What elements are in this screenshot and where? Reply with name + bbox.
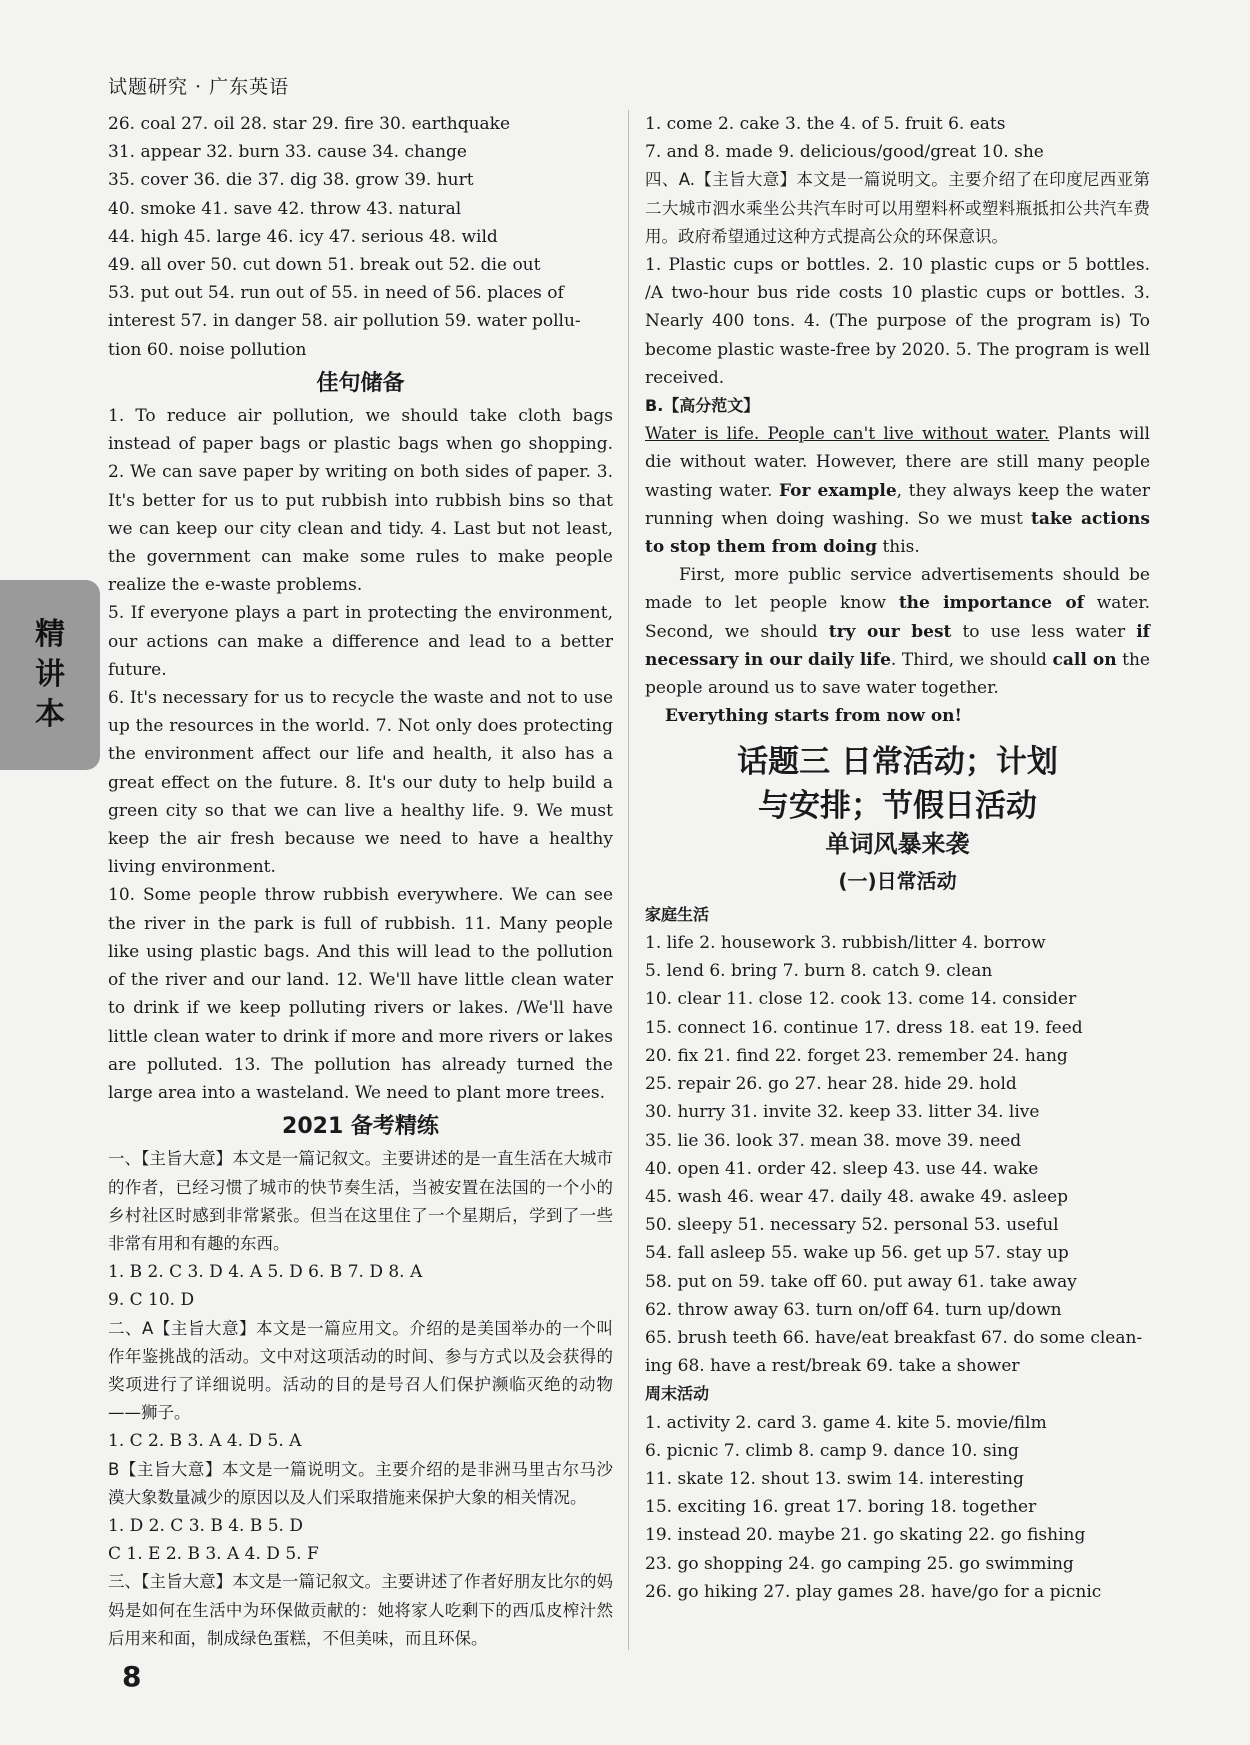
left-column [108, 110, 613, 1653]
daily-activities-title: (一)日常活动 [838, 868, 957, 893]
essay-highlight: if necessary in our daily life [645, 621, 1150, 670]
answer-line: 9. C 10. D [108, 1290, 195, 1311]
right-column [645, 110, 1150, 1606]
model-essay-label: B.【高分范文】 [645, 396, 760, 416]
essay-text: . Third, we should [890, 649, 1053, 670]
sentences-paragraph: 5. If everyone plays a part in protecting the environment, our actions can make a difference and lead to a better future. [108, 603, 613, 680]
vocab-line: 53. put out 54. run out of 55. in need of 56. places of [108, 283, 564, 304]
vocab-line: 65. brush teeth 66. have/eat breakfast 67. do some clean- [645, 1327, 1143, 1348]
essay-text: the people around us to save water together. [645, 649, 1150, 699]
essay-paragraph [645, 420, 1150, 561]
sentences-paragraph: 6. It's necessary for us to recycle the waste and not to use up the resources in the world. 7. Not only does protecting the environment affect our life and health, it also has a great effect on the future. 8. It's our duty to help build a green city so that we can live a healthy life. 9. We must keep the air fresh because we need to have a healthy living environment. [108, 688, 613, 878]
summary-paragraph: 二、A【主旨大意】本文是一篇应用文。介绍的是美国举办的一个叫作年鉴挑战的活动。文中对这项活动的时间、参与方式以及会获得的奖项进行了详细说明。活动的目的是号召人们保护濒临灭绝的动物——狮子。 [108, 1318, 613, 1423]
vocab-line: 35. lie 36. look 37. mean 38. move 39. need [645, 1130, 1022, 1151]
vocab-line: interest 57. in danger 58. air pollution 59. water pollu- [108, 311, 581, 332]
summary-paragraph: 四、A.【主旨大意】本文是一篇说明文。主要介绍了在印度尼西亚第二大城市泗水乘坐公共汽车时可以用塑料杯或塑料瓶抵扣公共汽车费用。政府希望通过这种方式提高公众的环保意识。 [645, 170, 1150, 246]
running-header: 试题研究 · 广东英语 [108, 76, 290, 98]
vocab-line: 40. open 41. order 42. sleep 43. use 44. wake [645, 1158, 1039, 1179]
side-tab [0, 580, 100, 770]
answer-line: 1. C 2. B 3. A 4. D 5. A [108, 1431, 302, 1452]
summary-paragraph: B【主旨大意】本文是一篇说明文。主要介绍的是非洲马里古尔马沙漠大象数量减少的原因以及人们采取措施来保护大象的相关情况。 [108, 1459, 613, 1507]
side-tab-char: 精 [35, 617, 65, 652]
summary-paragraph: 三、【主旨大意】本文是一篇记叙文。主要讲述了作者好朋友比尔的妈妈是如何在生活中为环保做贡献的：她将家人吃剩下的西瓜皮榨汁然后用来和面，制成绿色蛋糕，不但美味，而且环保。 [108, 1572, 613, 1648]
answer-line: 1. D 2. C 3. B 4. B 5. D [108, 1515, 303, 1536]
section-title-sentences: 佳句储备 [316, 370, 405, 396]
vocab-line: 11. skate 12. shout 13. swim 14. interesting [645, 1468, 1024, 1489]
vocab-line: 19. instead 20. maybe 21. go skating 22. go fishing [645, 1525, 1086, 1546]
sentences-paragraph: 1. To reduce air pollution, we should take cloth bags instead of paper bags or plastic bags when go shopping. 2. We can save paper by writing on both sides of paper. 3. It's better for us to put rubbish into rubbish bins so that we can keep our city clean and tidy. 4. Last but not least, the government can make some rules to make people realize the e-waste problems. [108, 406, 613, 596]
vocab-line: 1. activity 2. card 3. game 4. kite 5. movie/film [645, 1412, 1047, 1433]
vocab-line: 25. repair 26. go 27. hear 28. hide 29. hold [645, 1074, 1017, 1095]
vocab-line: 26. coal 27. oil 28. star 29. fire 30. earthquake [108, 114, 511, 134]
answer-paragraph: 1. Plastic cups or bottles. 2. 10 plastic cups or 5 bottles. /A two-hour bus ride costs 10 plastic cups or bottles. 3. Nearly 400 tons. 4. (The purpose of the program is) To become plastic waste-free by 2020. 5. The program is well received. [645, 255, 1150, 388]
vocab-line: 15. exciting 16. great 17. boring 18. together [645, 1497, 1037, 1518]
vocab-line: 10. clear 11. close 12. cook 13. come 14. consider [645, 989, 1077, 1010]
essay-highlight: For example [778, 480, 897, 501]
answer-line: 1. B 2. C 3. D 4. A 5. D 6. B 7. D 8. A [108, 1262, 423, 1283]
vocab-line: 1. life 2. housework 3. rubbish/litter 4. borrow [645, 933, 1046, 954]
side-tab-char: 本 [35, 697, 65, 732]
essay-highlight: the importance of [898, 593, 1085, 614]
answer-line: 1. come 2. cake 3. the 4. of 5. fruit 6. eats [645, 114, 1006, 134]
essay-highlight: take actions to stop them from doing [645, 508, 1150, 558]
page-number: 8 [122, 1660, 142, 1693]
essay-text: this. [877, 537, 920, 558]
vocab-line: 30. hurry 31. invite 32. keep 33. litter 34. live [645, 1102, 1040, 1123]
vocab-line: 62. throw away 63. turn on/off 64. turn up/down [645, 1299, 1062, 1320]
weekend-label: 周末活动 [645, 1384, 710, 1404]
sentences-paragraph: 10. Some people throw rubbish everywhere. We can see the river in the park is full of rubbish. 11. Many people like using plastic bags. And this will lead to the pollution of the river and our land. 12. We'll have little clean water to drink if we keep polluting rivers or lakes. /We'll have little clean water to drink if more and more rivers or lakes are polluted. 13. The pollution has already turned the large area into a wasteland. We need to plant more trees. [108, 885, 613, 1103]
vocab-line: 44. high 45. large 46. icy 47. serious 48. wild [108, 226, 498, 247]
topic-title [645, 740, 1150, 828]
vocab-storm-title: 单词风暴来袭 [825, 830, 970, 859]
vocab-line: tion 60. noise pollution [108, 339, 307, 360]
essay-text: water. Second, we should [645, 593, 1150, 642]
home-vocab-list [645, 929, 1150, 1380]
essay-closing: Everything starts from now on! [665, 706, 962, 727]
column-divider [628, 110, 629, 1650]
side-tab-char: 讲 [35, 657, 65, 692]
vocab-line: 45. wash 46. wear 47. daily 48. awake 49. asleep [645, 1186, 1069, 1207]
essay-topic-sentence: Water is life. People can't live without water. [645, 424, 1050, 445]
vocab-line: 23. go shopping 24. go camping 25. go swimming [645, 1553, 1074, 1574]
section-title-practice: 2021 备考精练 [282, 1114, 439, 1140]
answer-line: C 1. E 2. B 3. A 4. D 5. F [108, 1544, 319, 1565]
vocab-line: 20. fix 21. find 22. forget 23. remember 24. hang [645, 1045, 1068, 1066]
essay-text: to use less water [951, 621, 1137, 642]
essay-paragraph [645, 561, 1150, 702]
topic-title-line: 与安排；节假日活动 [758, 788, 1037, 825]
essay-text: First, more public service advertisements should be made to let people know [645, 565, 1150, 614]
vocab-line: 26. go hiking 27. play games 28. have/go for a picnic [645, 1581, 1102, 1602]
essay-highlight: try our best [828, 621, 952, 642]
summary-paragraph: 一、【主旨大意】本文是一篇记叙文。主要讲述的是一直生活在大城市的作者，已经习惯了城市的快节奏生活，当被安置在法国的一个小的乡村社区时感到非常紧张。但当在这里住了一个星期后，学到了一些非常有用和有趣的东西。 [108, 1149, 613, 1253]
vocab-line: 35. cover 36. die 37. dig 38. grow 39. hurt [108, 170, 474, 191]
vocab-line: 31. appear 32. burn 33. cause 34. change [108, 142, 467, 163]
vocab-line: 49. all over 50. cut down 51. break out 52. die out [108, 255, 541, 276]
essay-highlight: call on [1052, 649, 1117, 670]
vocab-line: 6. picnic 7. climb 8. camp 9. dance 10. sing [645, 1440, 1019, 1461]
essay-text: , they always keep the water running when doing washing. So we must [645, 480, 1151, 529]
answer-line: 7. and 8. made 9. delicious/good/great 10. she [645, 142, 1044, 163]
vocab-line: 58. put on 59. take off 60. put away 61. take away [645, 1271, 1077, 1292]
vocab-line: 5. lend 6. bring 7. burn 8. catch 9. clean [645, 961, 993, 982]
home-life-label: 家庭生活 [645, 904, 710, 924]
vocab-line: 40. smoke 41. save 42. throw 43. natural [108, 198, 462, 219]
vocab-line: ing 68. have a rest/break 69. take a shower [645, 1356, 1020, 1377]
vocab-list [108, 110, 613, 364]
vocab-line: 50. sleepy 51. necessary 52. personal 53. useful [645, 1215, 1059, 1236]
weekend-vocab-list [645, 1409, 1150, 1606]
vocab-line: 54. fall asleep 55. wake up 56. get up 57. stay up [645, 1243, 1069, 1264]
topic-title-line: 话题三 日常活动；计划 [737, 744, 1058, 781]
vocab-line: 15. connect 16. continue 17. dress 18. eat 19. feed [645, 1017, 1083, 1038]
essay-text: Plants will die without water. However, there are still many people wasting water. [645, 424, 1150, 501]
